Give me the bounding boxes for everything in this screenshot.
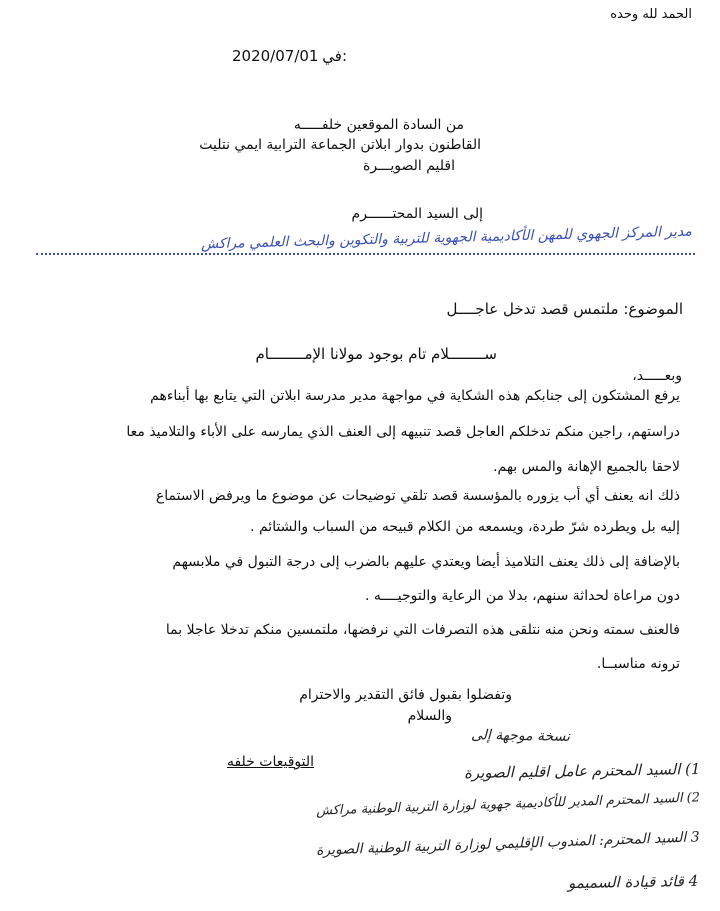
signatures-label: التوقيعات خلفه [226, 754, 314, 770]
recipient-label: إلى السيد المحتــــــرم [351, 206, 483, 222]
body-p3-line1: بالإضافة إلى ذلك يعنف التلاميذ أيضا ويعتدي عليهم بالضرب إلى درجة التبول في ملابسهم [172, 554, 680, 570]
sender-line-3: اقليم الصويـــرة [363, 158, 455, 174]
date-label: في: [322, 47, 347, 65]
body-p1-line2: دراستهم، راجين منكم تدخلكم العاجل قصد تنبيهه إلى العنف الذي يمارسه على الأباء والتلاميذ معا [126, 424, 680, 440]
body-p4-line2: ترونه مناسبــا. [596, 656, 680, 672]
copies-item-4: 4 قائد قيادة السميمو [567, 871, 699, 893]
subject-line: الموضوع: ملتمس قصد تدخل عاجــــل [446, 300, 683, 318]
date-value: 2020/07/01 [232, 47, 319, 65]
body-p2-line2: إليه بل ويطرده شرّ طردة، ويسمعه من الكلام قبيحه من السباب والشتائم . [250, 519, 680, 535]
wa-ba3d: وبعـــــد، [632, 368, 682, 384]
greeting-line: ســــــــلام تام بوجود مولانا الإمــــــــام [255, 345, 497, 363]
body-p2-line1: ذلك انه يعنف أي أب يزوره بالمؤسسة قصد تلقي توضيحات عن موضوع ما ويرفض الاستماع [155, 488, 680, 504]
hamd-line: الحمد لله وحده [610, 7, 692, 22]
body-p3-line2: دون مراعاة لحداثة سنهم، بدلا من الرعاية والتوجيــــه . [364, 588, 680, 604]
sender-line-1: من السادة الموقعين خلفـــــه [293, 117, 464, 133]
body-p1-line3: لاحقا بالجميع الإهانة والمس بهم. [493, 459, 680, 475]
closing-line-2: والسلام [407, 708, 452, 724]
recipient-handwritten: مدير المركز الجهوي للمهن الأكاديمية الجهوية للتربية والتكوين والبحث العلمي مراكش [201, 223, 693, 253]
body-p1-line1: يرفع المشتكون إلى جنابكم هذه الشكاية في مواجهة مدير مدرسة ابلاتن التي يتابع بها أبناءهم [150, 388, 680, 404]
copies-item-3: 3 السيد المحترم: المندوب الإقليمي لوزارة التربية الوطنية الصويرة [316, 829, 701, 859]
copies-item-1: 1) السيد المحترم عامل اقليم الصويرة [463, 759, 701, 783]
sender-line-2: القاطنون بدوار ابلاتن الجماعة الترابية ايمي نتليت [199, 137, 481, 153]
copies-item-2: 2) السيد المحترم المدير للأكاديمية جهوية لوزارة التربية الوطنية مراكش [315, 790, 701, 819]
closing-line-1: وتفضلوا بقبول فائق التقدير والاحترام [299, 687, 512, 703]
copies-heading: نسخة موجهة إلى [470, 727, 571, 745]
body-p4-line1: فالعنف سمته ونحن منه نتلقى هذه التصرفات التي نرفضها، ملتمسين منكم تدخلا عاجلا بما [165, 622, 680, 638]
recipient-dotted-line [36, 253, 695, 255]
